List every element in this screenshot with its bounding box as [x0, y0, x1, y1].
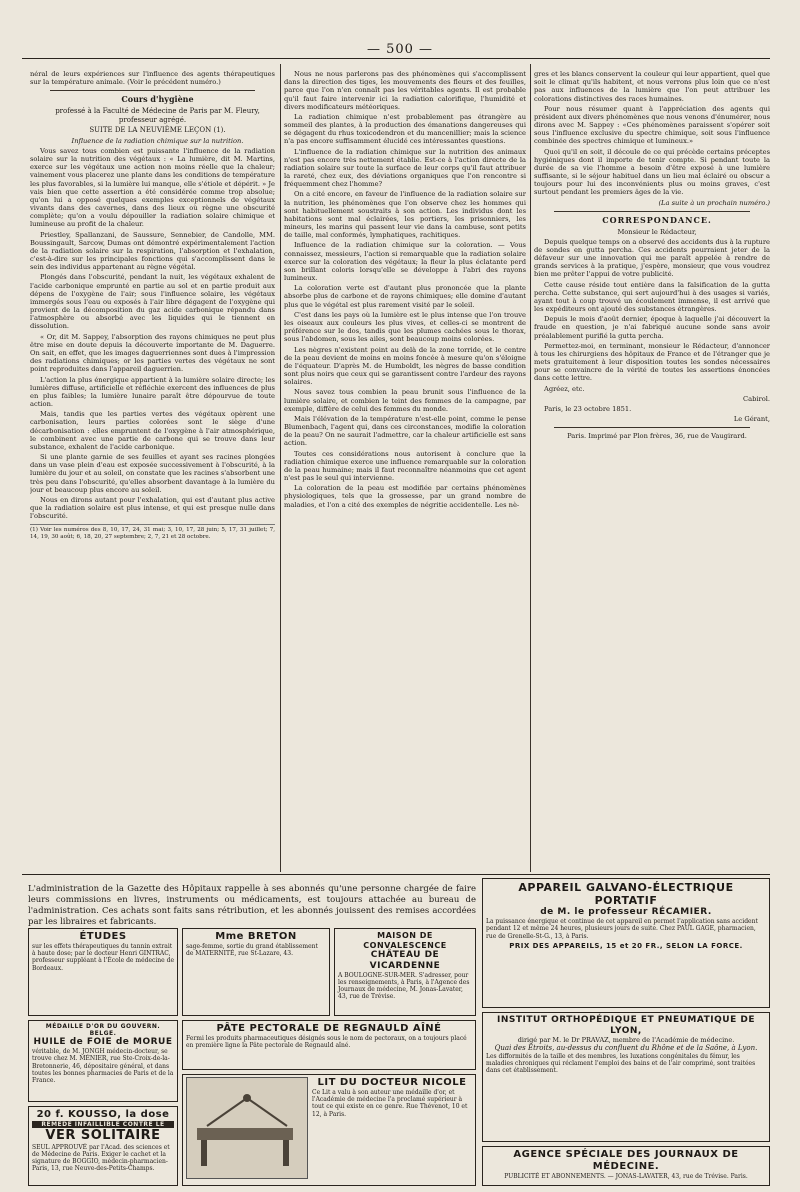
- signature: Cabirol.: [742, 394, 770, 403]
- correspondence-heading: CORRESPONDANCE.: [602, 214, 712, 225]
- ad-title: MAISON DE CONVALESCENCE: [363, 931, 447, 950]
- bed-icon: [187, 1078, 305, 1176]
- ad-huile: [28, 1020, 178, 1102]
- paragraph: Depuis le mois d'août dernier, époque à laquelle j'ai découvert la fraude en question, je n'ai fabriqué aucune sonde sans avoir préalablement purifié la gutta percha.: [534, 315, 770, 340]
- column-divider: [530, 64, 531, 872]
- ad-kousso: [28, 1106, 178, 1186]
- continuation-note: (La suite à un prochain numéro.): [658, 198, 770, 207]
- ad-subtitle: dirigé par M. le Dr PRAVAZ, membre de l'Académie de médecine.: [517, 1035, 735, 1044]
- paragraph: Nous en dirons autant pour l'exhalation, qui est d'autant plus active que la radiation solaire est plus intense, et qui est presque nulle dans l'obscurité.: [30, 495, 275, 521]
- bed-illustration: [186, 1077, 308, 1179]
- closing: Agréez, etc.: [544, 384, 585, 393]
- paragraph: Si une plante garnie de ses feuilles et ayant ses racines plongées dans un vase plein d'eau est exposée successivement à l'obscurité, à la lumière du jour et au soleil, on constate que les racines s'absorbent une très peu dans l'obscurité, qu'elles absorbent davantage à la lumière du jour et beaucoup plus encore au soleil.: [30, 453, 275, 494]
- column-2: [284, 70, 526, 870]
- ad-text: La puissance énergique et continue de cet appareil en permet l'application sans accident pendant 12 et même 24 heures, plusieurs jours de suite. Chez PAUL GAGE, pharmacien, rue de Grenelle-St-G., 13, à Paris.: [486, 918, 758, 940]
- ad-text: SEUL APPROUVÉ par l'Acad. des sciences et de Médecine de Paris. Exiger le cachet et la signature de BOGGIO, médecin-pharmacien-Paris, 13, rue Neuve-des-Petits-Champs.: [32, 1143, 170, 1173]
- paragraph: Les nègres n'existent point au delà de la zone torride, et le centre de la peau devient de moins en moins foncée à mesure qu'on s'éloigne de l'équateur. D'après M. de Humboldt, les nègres de basse condition sont plus noirs que ceux qui se garantissent contre l'ardeur des rayons solaires.: [284, 345, 526, 387]
- footnote: (1) Voir les numéros des 8, 10, 17, 24, 31 mai; 3, 10, 17, 28 juin; 5, 17, 31 juillet; 7, 14, 19, 30 août; 6, 18, 20, 27 septembre; 2, 7, 21 et 28 octobre.: [30, 524, 275, 541]
- paragraph: « Or, dit M. Sappey, l'absorption des rayons chimiques ne peut plus être mise en doute depuis la découverte importante de M. Daguerre. On sait, en effet, que les images daguerriennes sont dues à l'impression des radiations chimiques; or les parties vertes des végétaux ne sont point reproduites dans l'appareil daguerrien.: [30, 332, 275, 374]
- ad-title: PÂTE PECTORALE DE REGNAULD AÎNÉ: [216, 1023, 442, 1034]
- ad-price: PRIX DES APPAREILS, 15 et 20 FR., SELON LA FORCE.: [509, 941, 743, 950]
- paragraph: Pour nous résumer quant à l'appréciation des agents qui président aux divers phénomènes que nous venons d'énumérer, nous dirons avec M. Sappey : «Ces phénomènes paraissent s'opérer soit sous l'influence exclusive du spectre chimique, soit sous l'influence combinée des spectres chimique et lumineux.»: [534, 104, 770, 146]
- top-rule: [22, 58, 770, 59]
- paragraph: gres et les blancs conservent la couleur qui leur appartient, quel que soit le climat qu'ils habitent, et nous verrons plus loin que ce n'est pas aux influences de la lumière que l'on peut attribuer les colorations distinctives des races humaines.: [534, 70, 770, 103]
- ad-title: 20 f. KOUSSO, la dose: [36, 1109, 170, 1120]
- ad-text: PUBLICITÉ ET ABONNEMENTS. — JONAS-LAVATER, 43, rue de Trévise. Paris.: [504, 1173, 748, 1180]
- column-divider: [280, 64, 281, 872]
- paragraph: Cette cause réside tout entière dans la falsification de la gutta percha. Cette substance, qui sert aujourd'hui à des usages si variés, ayant tout à coup trouvé un écoulement immense, il est arrivé que les expéditeurs ont ajouté des substances étrangères.: [534, 280, 770, 314]
- lesson-subtitle: Influence de la radiation chimique sur la nutrition.: [71, 136, 244, 145]
- salutation: Monsieur le Rédacteur,: [617, 227, 697, 236]
- ad-subtitle: CHÂTEAU DE VICARDENNE: [369, 950, 441, 971]
- section-heading: Cours d'hygiène: [121, 94, 194, 105]
- paragraph: Quoi qu'il en soit, il découle de ce qui précède certains préceptes hygiéniques dont il importe de tenir compte. Si pendant toute la durée de sa vie l'homme a besoin d'être exposé à une lumière suffisante, si le séjour habituel dans un lieu mal éclairé ou obscur a toujours pour lui des inconvénients plus ou moins graves, c'est surtout pendant les premiers âges de la vie.: [534, 147, 770, 197]
- ad-title: INSTITUT ORTHOPÉDIQUE ET PNEUMATIQUE DE LYON,: [497, 1015, 755, 1036]
- ad-institut: [482, 1012, 770, 1142]
- ad-text: A BOULOGNE-SUR-MER. S'adresser, pour les renseignements, à Paris, à l'Agence des Journaux de médecine, M. Jonas-Lavater, 43, rue de Trévise.: [338, 971, 470, 1001]
- column-3: [534, 70, 770, 870]
- ad-text: sur les effets thérapeutiques du tannin extrait à haute dose; par le docteur Henri GINTRAC, professeur suppléant à l'École de médecine de Bordeaux.: [32, 943, 175, 972]
- paragraph: Mais l'élévation de la température n'est-elle point, comme le pense Blumenbach, l'agent qui, dans ces circonstances, modifie la coloration de la peau? On ne saurait l'admettre, car la chaleur artificielle est sans action.: [284, 414, 526, 448]
- paragraph: Plongés dans l'obscurité, pendant la nuit, les végétaux exhalent de l'acide carbonique emprunté en partie au sol et en partie produit aux dépens de l'oxygène de l'air; sous l'influence solaire, les végétaux immergés sous l'eau ou exposés à l'air libre dégagent de l'oxygène qui provient de la décomposition du gaz acide carbonique répandu dans l'atmosphère ou absorbé avec les liquides qui le tiennent en dissolution.: [30, 273, 275, 331]
- ad-title: ÉTUDES: [79, 931, 127, 942]
- paragraph: Permettez-moi, en terminant, monsieur le Rédacteur, d'annoncer à tous les chirurgiens des hôpitaux de France et de l'étranger que je mets gratuitement à leur disposition toutes les sondes nécessaires pour se convaincre de la vérité de toutes les assertions énoncées dans cette lettre.: [534, 341, 770, 383]
- ad-text: sage-femme, sortie du grand établissement de MATERNITÉ, rue St-Lazare, 43.: [186, 943, 318, 958]
- paragraph: Toutes ces considérations nous autorisent à conclure que la radiation chimique exerce une influence remarquable sur la coloration de la peau humaine; mais il faut reconnaître néanmoins que cet agent n'est pas le seul qui intervienne.: [284, 449, 526, 483]
- ad-convalescence: [334, 928, 476, 1016]
- ad-galvano: [482, 878, 770, 1008]
- ad-title: APPAREIL GALVANO-ÉLECTRIQUE PORTATIF: [518, 881, 734, 908]
- admin-notice: L'administration de la Gazette des Hôpitaux rappelle à ses abonnés qu'une personne chargée de faire leurs commissions en livres, instruments ou médicaments, est toujours attachée au bureau de l'administration. Ces achats sont faits sans rétribution, et les abonnés jouissent des remises accordées par les libraires et fabricants.: [28, 884, 476, 928]
- ad-text: véritable, de M. JONGH médecin-docteur, se trouve chez M. MÉNIER, rue Ste-Croix-de-la-Bretonnerie, 46, dépositaire général, et dans toutes les bonnes pharmacies de Paris et de la France.: [32, 1048, 174, 1084]
- ad-breton: [182, 928, 330, 1016]
- paragraph: La radiation chimique n'est probablement pas étrangère au sommeil des plantes, à la production des émanations dangereuses qui se dégagent du rhus toxicodendron et du mancenillier; mais la science n'a pas encore suffisamment élucidé ces intéressantes questions.: [284, 112, 526, 146]
- lesson-title: SUITE DE LA NEUVIÈME LEÇON (1).: [89, 126, 226, 135]
- printer-line: Paris. Imprimé par Plon frères, 36, rue de Vaugirard.: [567, 432, 747, 441]
- ad-subtitle: de M. le professeur RÉCAMIER.: [540, 907, 712, 918]
- ad-title: LIT DU DOCTEUR NICOLE: [317, 1077, 467, 1088]
- ad-title: Mme BRETON: [215, 931, 297, 942]
- divider: [554, 427, 750, 428]
- gerant-label: Le Gérant,: [733, 415, 770, 424]
- ad-agence: [482, 1146, 770, 1186]
- divider: [50, 90, 255, 91]
- paragraph: Nous ne nous parlerons pas des phénomènes qui s'accomplissent dans la direction des tiges, les mouvements des fleurs et des feuilles, parce que l'on n'en connaît pas les véritables agents. Il est probable qu'il faut faire intervenir ici la radiation calorifique, l'humidité et divers modificateurs météoriques.: [284, 70, 526, 111]
- ad-pate: [182, 1020, 476, 1070]
- paragraph: Depuis quelque temps on a observé des accidents dus à la rupture de sondes en gutta percha. Ces accidents pourraient jeter de la défaveur sur une innovation qui me paraît appelée à rendre de grands services à la pratique, j'espère, monsieur, que vous voudrez bien me prêter l'appui de votre publicité.: [534, 237, 770, 279]
- ad-text: Les difformités de la taille et des membres, les luxations congénitales du fémur, les maladies chroniques qui réclament l'emploi des bains et de l'air comprimé, sont traitées dans cet établissement.: [486, 1052, 756, 1075]
- paragraph: Mais, tandis que les parties vertes des végétaux opèrent une carbonisation, leurs parties colorées sont le siège d'une décarbonisation : elles empruntent de l'oxygène à l'air atmosphérique, le combinent avec une partie de carbone qui se trouve dans leur substance, exhalent de l'acide carbonique.: [30, 410, 275, 451]
- paragraph: Vous savez tous combien est puissante l'influence de la radiation solaire sur la nutrition des végétaux : « La lumière, dit M. Martins, exerce sur les végétaux une action non moins réelle que la chaleur; vainement vous placerez une plante dans les conditions de température les plus favorables, si la lumière lui manque, elle s'étiole et dépérit. » Je vais bien que cette assertion a été considérée comme trop absolue; qu'on lui a opposé quelques exemples exceptionnels de végétaux vivants dans des cavernes, dans des lieux où règne une obscurité complète; qu'on a voulu dépouiller la radiation solaire chimique et lumineuse au profit de la chaleur.: [30, 146, 275, 229]
- page-number: — 500 —: [366, 42, 434, 57]
- ads-rule: [22, 874, 770, 875]
- ad-big-title: VER SOLITAIRE: [45, 1128, 161, 1144]
- paragraph: La coloration de la peau est modifiée par certains phénomènes physiologiques, tels que la grossesse, par un grand nombre de maladies, et l'on a cité des exemples de négritie accidentelle. Les nè-: [284, 484, 526, 509]
- ad-title: AGENCE SPÉCIALE DES JOURNAUX DE MÉDECINE.: [513, 1149, 739, 1172]
- lead-paragraph: néral de leurs expériences sur l'influence des agents thérapeutiques sur la température animale. (Voir le précédent numéro.): [30, 70, 275, 87]
- ad-location: Quai des Étroits, au-dessus du confluent du Rhône et de la Saône, à Lyon.: [494, 1044, 758, 1053]
- paragraph: Influence de la radiation chimique sur la coloration. — Vous connaissez, messieurs, l'action si remarquable que la radiation solaire exerce sur la coloration des végétaux; la fleur la plus éclatante perd son brillant coloris lorsqu'elle se développe à l'abri des rayons lumineux.: [284, 241, 526, 283]
- paragraph: C'est dans les pays où la lumière est le plus intense que l'on trouve les oiseaux aux couleurs les plus vives, et celles-ci se montrent de préférence sur le dos, tandis que les plumes cachées sous le thorax, sous l'abdomen, sous les ailes, sont beaucoup moins colorées.: [284, 310, 526, 344]
- paragraph: La coloration verte est d'autant plus prononcée que la plante absorbe plus de carbone et de rayons chimiques; elle domine d'autant plus que le végétal est plus rarement visité par le soleil.: [284, 284, 526, 309]
- paragraph: Priestley, Spallanzani, de Saussure, Sennebier, de Candolle, MM. Boussingault, Sarcow, Dumas ont démontré expérimentalement l'action de la radiation solaire sur la respiration, l'absorption et l'exhalation, c'est-à-dire sur les principales fonctions qui s'accomplissent dans le sein des individus appartenant au règne végétal.: [30, 230, 275, 272]
- divider: [554, 211, 750, 212]
- letter-date: Paris, le 23 octobre 1851.: [544, 404, 632, 413]
- ad-etudes: [28, 928, 178, 1016]
- ad-medal: MÉDAILLE D'OR DU GOUVERN. BELGE.: [45, 1023, 161, 1038]
- ad-subtitle: REMÈDE INFAILLIBLE CONTRE LE: [32, 1121, 174, 1128]
- paragraph: L'action la plus énergique appartient à la lumière solaire directe; les lumières diffuse, artificielle et réfléchie exercent des influences de plus en plus faibles; la lumière lunaire paraît être dépourvue de toute action.: [30, 375, 275, 409]
- paragraph: Nous savez tous combien la peau brunit sous l'influence de la lumière solaire, et combien le teint des femmes de la campagne, par exemple, diffère de celui des femmes du monde.: [284, 388, 526, 413]
- paragraph: L'influence de la radiation chimique sur la nutrition des animaux n'est pas encore très nettement établie. Est-ce à l'action directe de la radiation solaire sur toute la surface de leur corps qu'il faut attribuer la rareté, chez eux, des déviations organiques que l'on rencontre si fréquemment chez l'homme?: [284, 147, 526, 189]
- ad-lit: [182, 1074, 476, 1186]
- ad-text: Fermi les produits pharmaceutiques désignés sous le nom de pectoraux, on a toujours placé en première ligne la Pâte pectorale de Regnauld aîné.: [186, 1035, 467, 1050]
- column-1: [30, 70, 275, 870]
- professor-line: professé à la Faculté de Médecine de Paris par M. Fleury, professeur agrégé.: [55, 107, 260, 124]
- ad-title: HUILE de FOIE de MORUE: [33, 1037, 173, 1048]
- ad-text: Ce Lit a valu à son auteur une médaille d'or, et l'Académie de médecine l'a proclamé supérieur à tout ce qui existe en ce genre. Rue Thévenot, 10 et 12, à Paris.: [312, 1089, 468, 1118]
- paragraph: On a cité encore, en faveur de l'influence de la radiation solaire sur la nutrition, les phénomènes que l'on observe chez les hommes qui sont habituellement soustraits à son action. Les individus dont les habitations sont mal éclairées, les portiers, les prisonniers, les mineurs, les marins qui passent leur vie dans la cambuse, sont petits de taille, mal conformés, lymphatiques, rachitiques.: [284, 190, 526, 240]
